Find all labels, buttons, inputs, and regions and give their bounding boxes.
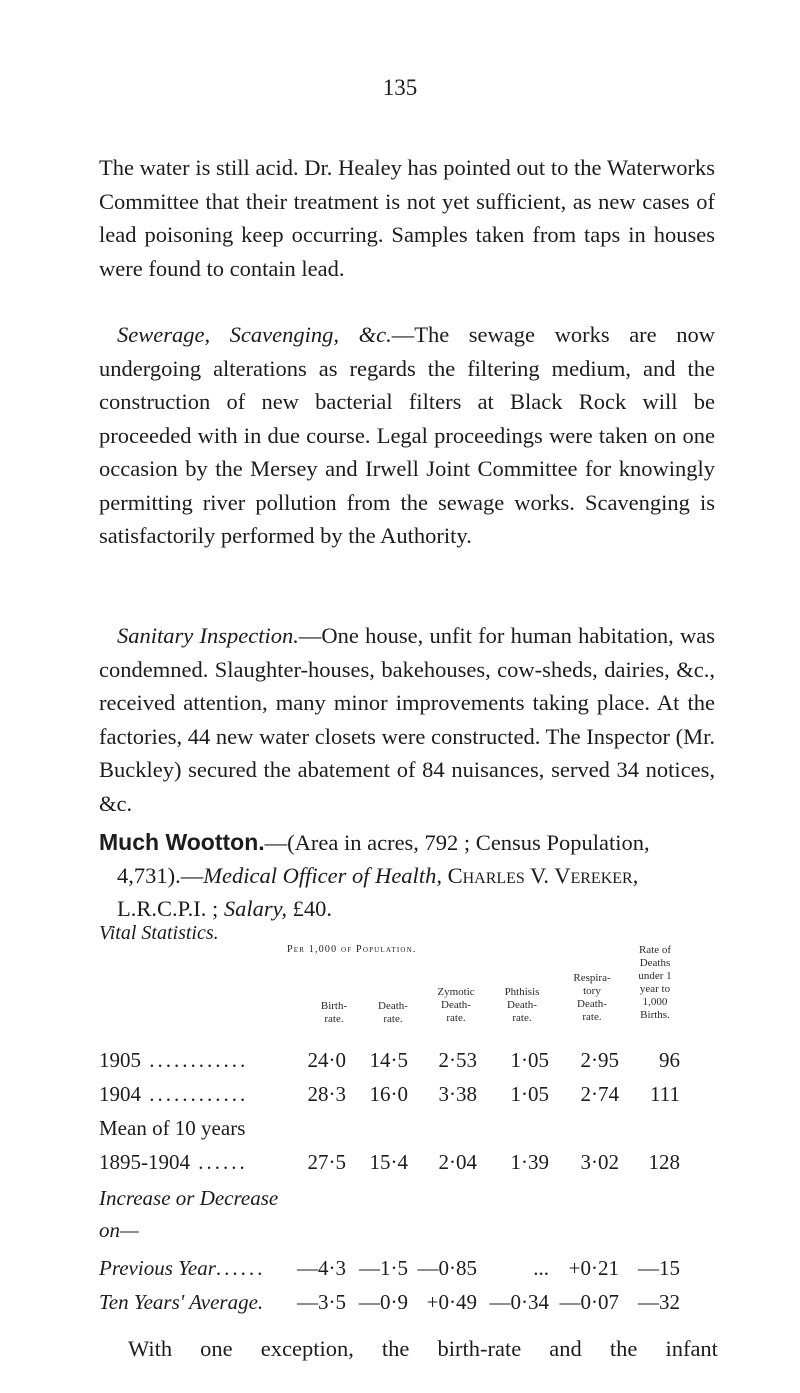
row-1904-cell: 1·05 xyxy=(510,1082,549,1106)
row-1905-cell: 24·0 xyxy=(307,1048,346,1072)
salary-value: £40. xyxy=(287,896,333,921)
district-details-line-2 xyxy=(99,859,719,892)
sanitary-text: —One house, unfit for human habitation, was condemned. Slaughter-houses, bakehouses, cow-sheds, dairies, &c., received attention, many minor improvements taking place. At the factories, 44 new water closets were constructed. The Inspector (Mr. Buckley) secured the abatement of 84 nuisances, served 34 notices, &c. xyxy=(99,623,715,816)
column-header: Phthisis Death- rate. xyxy=(504,986,540,1024)
row-mean-cell: 128 xyxy=(648,1150,680,1174)
column-header: Birth- rate. xyxy=(320,1000,348,1025)
continuation-word: one xyxy=(200,1336,233,1361)
column-header: Rate of Deaths under 1 year to 1,000 Births. xyxy=(638,944,672,1021)
continuation-line xyxy=(128,1336,718,1362)
district-name: Much Wootton. xyxy=(99,829,265,855)
paragraph-water xyxy=(99,151,715,285)
row-1905-label: 1905 ............ xyxy=(99,1048,249,1072)
salary-label: Salary, xyxy=(223,896,288,921)
row-1904-cell: 3·38 xyxy=(438,1082,477,1106)
row-ten-years-cell: —0·9 xyxy=(359,1290,408,1314)
row-previous-year-cell: —1·5 xyxy=(359,1256,408,1280)
row-1904-cell: 111 xyxy=(650,1082,680,1106)
row-previous-year-cell: —4·3 xyxy=(297,1256,346,1280)
continuation-word: the xyxy=(609,1336,638,1361)
population-figure: 4,731).— xyxy=(117,863,204,888)
district-details-1: —(Area in acres, 792 ; Census Population, xyxy=(264,830,650,855)
row-mean-label: 1895-1904 ...... xyxy=(99,1150,248,1174)
row-mean-label-line1: Mean of 10 years xyxy=(99,1116,246,1140)
row-1904-cell: 2·74 xyxy=(580,1082,619,1106)
moh-name: Charles V. Vereker, xyxy=(447,863,639,888)
row-previous-year-cell: —15 xyxy=(638,1256,680,1280)
row-previous-year-cell: +0·21 xyxy=(568,1256,619,1280)
row-previous-year-label: Previous Year...... xyxy=(99,1256,266,1280)
change-heading: Increase or Decrease xyxy=(99,1186,279,1210)
column-header: Respira- tory Death- rate. xyxy=(573,972,611,1023)
continuation-word: infant xyxy=(665,1336,718,1361)
row-1905-cell: 1·05 xyxy=(510,1048,549,1072)
change-heading-on: on— xyxy=(99,1218,139,1242)
column-header: Death- rate. xyxy=(378,1000,408,1025)
moh-label: Medical Officer of Health, xyxy=(203,863,442,888)
sanitary-heading: Sanitary Inspection. xyxy=(117,623,299,648)
continuation-word: birth-rate xyxy=(437,1336,522,1361)
row-previous-year-cell: ... xyxy=(533,1256,549,1280)
paragraph-water-text: The water is still acid. Dr. Healey has pointed out to the Waterworks Committee that their treatment is not yet sufficient, as new cases of lead poisoning keep occurring. Samples taken from taps in houses were found to contain lead. xyxy=(99,155,715,281)
row-mean-cell: 3·02 xyxy=(580,1150,619,1174)
row-1905-cell: 2·53 xyxy=(438,1048,477,1072)
row-ten-years-cell: —0·07 xyxy=(559,1290,619,1314)
row-mean-cell: 2·04 xyxy=(438,1150,477,1174)
district-details-line-3 xyxy=(99,892,719,925)
row-1904-label: 1904 ............ xyxy=(99,1082,249,1106)
row-ten-years-cell: —0·34 xyxy=(489,1290,549,1314)
page-number: 135 xyxy=(382,75,418,100)
district-heading xyxy=(99,826,719,925)
paragraph-sewerage xyxy=(99,318,715,553)
row-ten-years-cell: —3·5 xyxy=(297,1290,346,1314)
row-mean-cell: 15·4 xyxy=(369,1150,408,1174)
row-1904-cell: 28·3 xyxy=(307,1082,346,1106)
continuation-word: the xyxy=(381,1336,410,1361)
continuation-word: exception, xyxy=(260,1336,354,1361)
vital-statistics-title: Vital Statistics. xyxy=(99,922,219,944)
row-ten-years-cell: +0·49 xyxy=(426,1290,477,1314)
per-population-label: Per 1,000 of Population. xyxy=(287,944,417,955)
row-mean-cell: 1·39 xyxy=(510,1150,549,1174)
column-header: Zymotic Death- rate. xyxy=(437,986,475,1024)
row-1905-cell: 14·5 xyxy=(369,1048,408,1072)
paragraph-sanitary xyxy=(99,619,715,820)
continuation-word: With xyxy=(128,1336,173,1361)
row-ten-years-cell: —32 xyxy=(638,1290,680,1314)
sewerage-text: —The sewage works are now undergoing alterations as regards the filtering medium, and the construction of new bacterial filters at Black Rock will be proceeded with in due course. Legal proceedings were taken on one occasion by the Mersey and Irwell Joint Committee for knowingly permitting river pollution from the sewage works. Scavenging is satisfactorily performed by the Authority. xyxy=(99,322,715,548)
moh-qualification: L.R.C.P.I. ; xyxy=(117,896,224,921)
row-1905-cell: 2·95 xyxy=(580,1048,619,1072)
row-1905-cell: 96 xyxy=(659,1048,680,1072)
row-previous-year-cell: —0·85 xyxy=(417,1256,477,1280)
continuation-word: and xyxy=(549,1336,582,1361)
row-ten-years-label: Ten Years' Average. xyxy=(99,1290,264,1314)
row-mean-cell: 27·5 xyxy=(307,1150,346,1174)
sewerage-heading: Sewerage, Scavenging, &c. xyxy=(117,322,392,347)
row-1904-cell: 16·0 xyxy=(369,1082,408,1106)
